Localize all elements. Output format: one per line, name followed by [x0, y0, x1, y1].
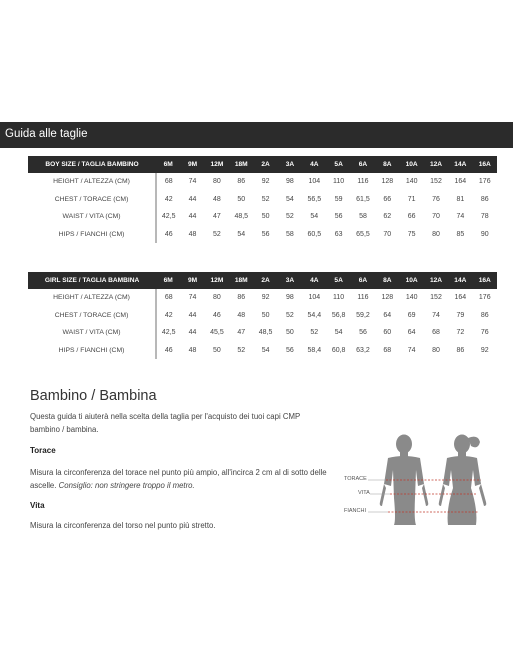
table-cell: 42,5 [156, 208, 180, 226]
table-cell: 48,5 [258, 329, 273, 337]
girl-size-header-row [28, 272, 497, 289]
table-cell: 42 [156, 307, 180, 325]
table-cell: 56 [359, 329, 367, 337]
table-cell: 58 [286, 230, 294, 238]
chest-text: Misura la circonferenza del torace nel punto più ampio, all'incirca 2 cm al di sotto delle ascelle. [30, 468, 327, 490]
table-row [28, 173, 497, 191]
table-cell: 48 [213, 195, 221, 203]
boy-size-header-row [28, 156, 497, 173]
row-label: WAIST / VITA (CM) [62, 213, 121, 221]
table-cell: 86 [480, 195, 489, 203]
table-cell: 58,4 [307, 346, 322, 354]
size-col: 6M [156, 272, 180, 289]
table-cell: 68 [156, 289, 180, 307]
table-row [28, 191, 497, 209]
size-col: 18M [229, 156, 253, 173]
table-cell: 50 [261, 213, 270, 221]
children-silhouettes [338, 430, 498, 535]
size-col: 14A [448, 272, 472, 289]
table-cell: 98 [286, 178, 294, 186]
table-cell: 128 [381, 294, 394, 302]
chest-label: TORACE [344, 476, 367, 482]
waist-heading: Vita [30, 501, 45, 510]
table-cell: 104 [308, 178, 321, 186]
table-cell: 128 [381, 178, 394, 186]
table-cell: 116 [357, 178, 369, 186]
table-cell: 86 [237, 294, 246, 302]
girl-size-table-title: GIRL SIZE / TAGLIA BAMBINA [28, 272, 156, 289]
row-label: HIPS / FIANCHI (CM) [58, 230, 125, 238]
table-cell: 152 [430, 294, 442, 302]
table-cell: 65,5 [356, 230, 370, 238]
table-cell: 56,5 [307, 195, 322, 203]
table-cell: 54 [237, 230, 246, 238]
size-col: 10A [399, 156, 423, 173]
row-label: WAIST / VITA (CM) [62, 329, 121, 337]
table-cell: 176 [478, 294, 491, 302]
size-col: 5A [326, 272, 350, 289]
table-row [28, 342, 497, 360]
table-cell: 164 [454, 178, 467, 186]
table-cell: 176 [478, 178, 491, 186]
size-col: 16A [473, 156, 497, 173]
table-cell: 78 [480, 213, 489, 221]
table-cell: 110 [333, 178, 345, 186]
table-cell: 76 [480, 329, 489, 337]
table-cell: 54 [334, 329, 343, 337]
size-col: 12A [424, 272, 448, 289]
table-cell: 48,5 [234, 213, 249, 221]
table-cell: 54,4 [307, 311, 322, 319]
table-row [28, 307, 497, 325]
size-col: 2A [253, 272, 277, 289]
size-col: 8A [375, 272, 399, 289]
table-cell: 64 [407, 329, 416, 337]
table-cell: 74 [432, 311, 440, 319]
table-cell: 48 [188, 230, 197, 238]
table-cell: 116 [357, 294, 369, 302]
size-col: 14A [448, 156, 472, 173]
table-row [28, 208, 497, 226]
row-label: HIPS / FIANCHI (CM) [58, 346, 125, 354]
table-cell: 66 [407, 213, 416, 221]
table-cell: 52 [213, 230, 221, 238]
table-cell: 63 [334, 230, 343, 238]
table-cell: 48 [237, 311, 246, 319]
table-cell: 60,8 [331, 346, 346, 354]
table-cell: 152 [430, 178, 442, 186]
size-col: 6A [351, 272, 375, 289]
table-row [28, 226, 497, 244]
row-label: CHEST / TORACE (CM) [54, 195, 129, 203]
size-col: 9M [180, 156, 204, 173]
guide-heading: Bambino / Bambina [30, 388, 157, 404]
label-leaders [368, 480, 390, 512]
table-cell: 74 [456, 213, 465, 221]
size-col: 16A [473, 272, 497, 289]
table-cell: 54 [310, 213, 319, 221]
table-cell: 60 [383, 329, 392, 337]
size-col: 5A [326, 156, 350, 173]
page-title-bar [0, 122, 513, 148]
table-cell: 75 [407, 230, 416, 238]
table-cell: 90 [480, 230, 489, 238]
table-cell: 46 [213, 311, 221, 319]
table-cell: 47 [237, 329, 246, 337]
table-cell: 60,5 [307, 230, 322, 238]
measurement-figure [338, 430, 498, 535]
size-col: 4A [302, 156, 326, 173]
size-col: 3A [278, 272, 302, 289]
table-cell: 76 [432, 195, 440, 203]
size-col: 9M [180, 272, 204, 289]
table-row [28, 289, 497, 307]
table-cell: 61,5 [356, 195, 370, 203]
table-cell: 50 [213, 346, 221, 354]
table-cell: 92 [261, 294, 270, 302]
table-cell: 68 [156, 173, 180, 191]
table-cell: 92 [480, 346, 489, 354]
chest-instructions [30, 466, 335, 492]
row-label: HEIGHT / ALTEZZA (CM) [53, 178, 130, 186]
size-col: 4A [302, 272, 326, 289]
table-cell: 74 [188, 294, 197, 302]
size-col: 12M [205, 272, 229, 289]
table-cell: 80 [432, 230, 440, 238]
table-cell: 42,5 [156, 324, 180, 342]
table-cell: 50 [286, 329, 294, 337]
page-title: Guida alle taglie [5, 128, 88, 140]
size-col: 12A [424, 156, 448, 173]
table-cell: 56 [334, 213, 343, 221]
waist-instructions: Misura la circonferenza del torso nel punto più stretto. [30, 521, 216, 530]
table-cell: 140 [405, 178, 418, 186]
table-cell: 85 [456, 230, 465, 238]
guide-intro: Questa guida ti aiuterà nella scelta della taglia per l'acquisto dei tuoi capi CMP bambino / bambina. [30, 412, 301, 434]
table-cell: 52 [310, 329, 319, 337]
table-cell: 81 [456, 195, 465, 203]
size-col: 6M [156, 156, 180, 173]
table-cell: 44 [188, 329, 197, 337]
table-cell: 104 [308, 294, 321, 302]
waist-label: VITA [358, 490, 370, 496]
table-cell: 164 [454, 294, 467, 302]
table-cell: 44 [188, 213, 197, 221]
table-cell: 59,2 [356, 311, 370, 319]
size-col: 18M [229, 272, 253, 289]
size-col: 2A [253, 156, 277, 173]
table-cell: 59 [334, 195, 343, 203]
table-cell: 52 [286, 213, 294, 221]
table-cell: 52 [237, 346, 246, 354]
table-cell: 50 [261, 311, 270, 319]
boy-size-table [28, 156, 497, 243]
row-label: CHEST / TORACE (CM) [54, 311, 129, 319]
table-cell: 80 [213, 294, 221, 302]
table-cell: 56,8 [331, 311, 346, 319]
table-cell: 47 [213, 213, 221, 221]
table-cell: 71 [407, 195, 416, 203]
boy-size-table-title: BOY SIZE / TAGLIA BAMBINO [28, 156, 156, 173]
table-cell: 92 [261, 178, 270, 186]
row-label: HEIGHT / ALTEZZA (CM) [53, 294, 130, 302]
size-col: 3A [278, 156, 302, 173]
table-cell: 70 [383, 230, 392, 238]
size-col: 12M [205, 156, 229, 173]
table-cell: 42 [156, 191, 180, 209]
table-cell: 44 [188, 311, 197, 319]
table-cell: 86 [456, 346, 465, 354]
table-cell: 74 [188, 178, 197, 186]
table-cell: 56 [261, 230, 270, 238]
table-cell: 80 [213, 178, 221, 186]
table-cell: 46 [156, 226, 180, 244]
table-cell: 58 [359, 213, 367, 221]
table-cell: 45,5 [210, 329, 224, 337]
table-cell: 74 [407, 346, 416, 354]
table-cell: 62 [383, 213, 392, 221]
table-cell: 68 [432, 329, 440, 337]
chest-tip: Consiglio: non stringere troppo il metro. [58, 481, 195, 490]
table-cell: 69 [407, 311, 416, 319]
table-cell: 66 [383, 195, 392, 203]
table-cell: 52 [286, 311, 294, 319]
table-cell: 79 [456, 311, 465, 319]
chest-heading: Torace [30, 446, 56, 455]
table-cell: 110 [333, 294, 345, 302]
table-cell: 52 [261, 195, 270, 203]
hips-label: FIANCHI [344, 508, 366, 514]
table-cell: 54 [286, 195, 294, 203]
table-row [28, 324, 497, 342]
table-cell: 48 [188, 346, 197, 354]
table-cell: 54 [261, 346, 270, 354]
table-cell: 80 [432, 346, 440, 354]
table-cell: 56 [286, 346, 294, 354]
table-cell: 44 [188, 195, 197, 203]
table-cell: 64 [383, 311, 392, 319]
table-cell: 140 [405, 294, 418, 302]
table-cell: 50 [237, 195, 246, 203]
table-cell: 86 [237, 178, 246, 186]
table-cell: 46 [156, 342, 180, 360]
girl-size-table [28, 272, 497, 359]
size-col: 6A [351, 156, 375, 173]
table-cell: 72 [456, 329, 465, 337]
size-col: 10A [399, 272, 423, 289]
table-cell: 86 [480, 311, 489, 319]
table-cell: 68 [383, 346, 392, 354]
size-col: 8A [375, 156, 399, 173]
table-cell: 70 [432, 213, 440, 221]
table-cell: 63,2 [356, 346, 370, 354]
table-cell: 98 [286, 294, 294, 302]
